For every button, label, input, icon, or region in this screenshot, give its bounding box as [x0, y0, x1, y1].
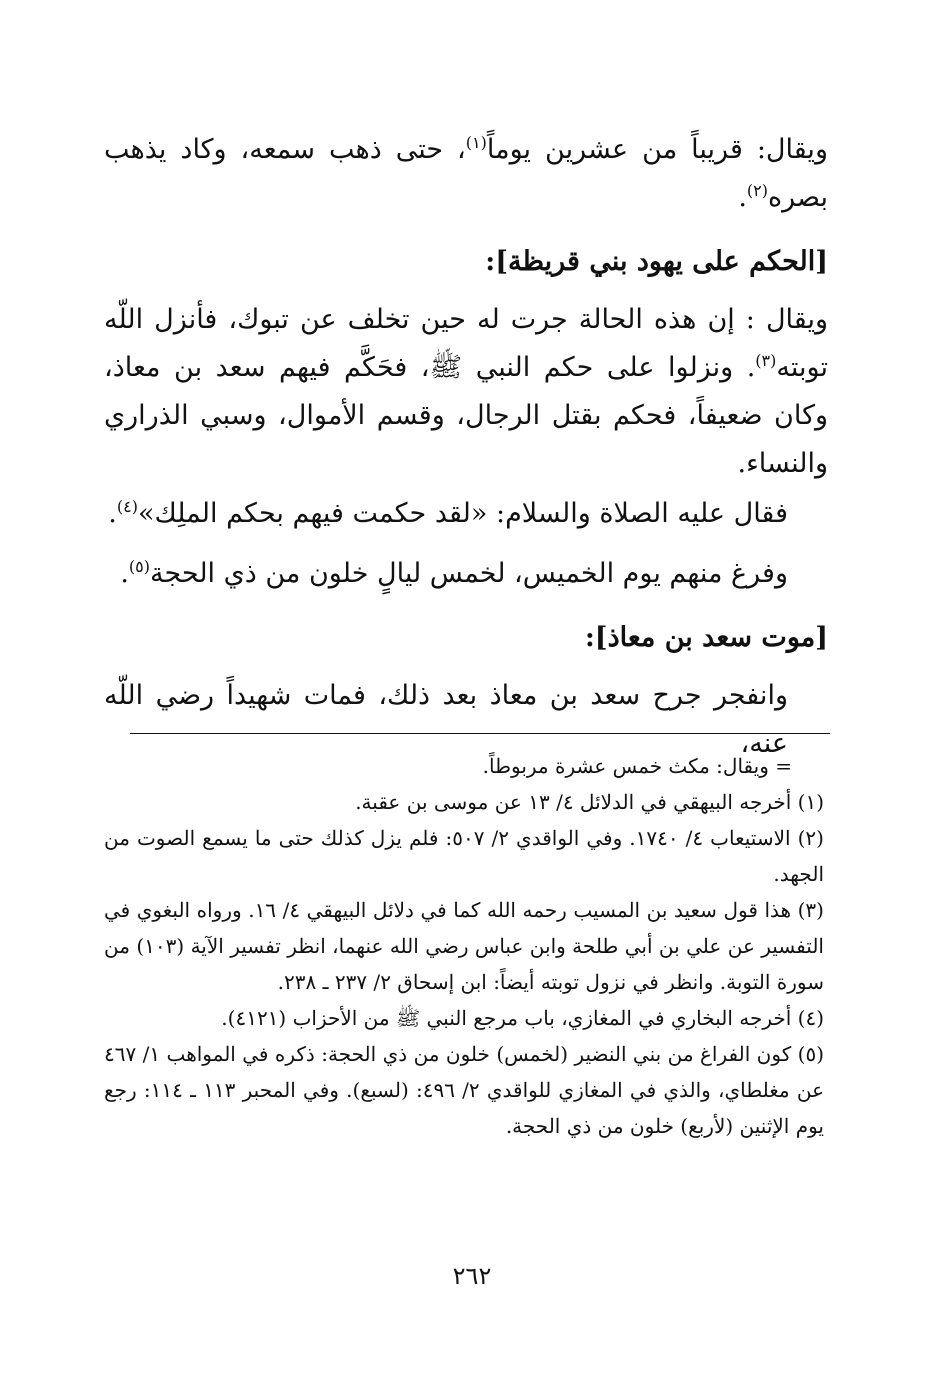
- footnote-continued: = ويقال: مكث خمس عشرة مربوطاً.: [482, 754, 792, 778]
- paragraph-3-end: .: [108, 498, 117, 529]
- paragraph-2: [104, 296, 828, 488]
- footnote-5: (٥) كون الفراغ من بني النضير (لخمس) خلون من ذي الحجة: ذكره في المواهب ١/ ٤٦٧ عن مغلطاي، والذي في المغازي للواقدي ٢/ ٤٩٦: (لسبع). وفي المحبر ١١٣ ـ ١١٤: رجع يوم الإثنين (لأربع) خلون من ذي الحجة.: [104, 1042, 825, 1138]
- section-heading-saad-death: [موت سعد بن معاذ]:: [584, 622, 828, 653]
- paragraph-1-end: .: [738, 182, 747, 213]
- paragraph-3-text: فقال عليه الصلاة والسلام: «لقد حكمت فيهم بحكم الملِك»: [137, 498, 788, 529]
- paragraph-5: وانفجر جرح سعد بن معاذ بعد ذلك، فمات شهيداً رضي اللّه عنه،: [104, 680, 788, 759]
- section-heading-qurayza: [الحكم على يهود بني قريظة]:: [485, 246, 828, 277]
- paragraph-3: [104, 490, 788, 538]
- paragraph-1: [104, 126, 828, 222]
- footnote-ref-5[interactable]: (٥): [128, 557, 150, 576]
- footnote-3: (٣) هذا قول سعيد بن المسيب رحمه الله كما في دلائل البيهقي ٤/ ١٦. ورواه البغوي في التفسير عن علي بن أبي طلحة وابن عباس رضي الله عنهما، انظر تفسير الآية (١٠٣) من سورة التوبة. وانظر في نزول توبته أيضاً: ابن إسحاق ٢/ ٢٣٧ ـ ٢٣٨.: [104, 898, 824, 994]
- footnote-ref-1[interactable]: (١): [465, 133, 487, 152]
- paragraph-2-text-b: . ونزلوا على حكم النبي ﷺ، فحَكَّم فيهم سعد بن معاذ، وكان ضعيفاً، فحكم بقتل الرجال، وقسم الأموال، وسبي الذراري والنساء.: [104, 352, 828, 479]
- footnote-divider: [130, 733, 830, 734]
- footnote-4: (٤) أخرجه البخاري في المغازي، باب مرجع النبي ﷺ من الأحزاب (٤١٢١).: [221, 1006, 824, 1030]
- footnote-ref-3[interactable]: (٣): [755, 351, 777, 370]
- paragraph-4: [104, 550, 788, 598]
- paragraph-1-text-b: ، حتى ذهب سمعه، وكاد يذهب بصره: [104, 134, 828, 213]
- footnote-ref-4[interactable]: (٤): [116, 497, 138, 516]
- paragraph-2-text-a: ويقال : إن هذه الحالة جرت له حين تخلف عن تبوك، فأنزل اللّه توبته: [104, 304, 828, 383]
- footnote-2: (٢) الاستيعاب ٤/ ١٧٤٠. وفي الواقدي ٢/ ٥٠٧: فلم يزل كذلك حتى ما يسمع الصوت من الجهد.: [104, 826, 824, 886]
- footnote-1: (١) أخرجه البيهقي في الدلائل ٤/ ١٣ عن موسى بن عقبة.: [355, 790, 824, 814]
- footnotes: [104, 748, 824, 1144]
- paragraph-4-end: .: [120, 558, 129, 589]
- page-number: ٢٦٢: [452, 1262, 492, 1290]
- footnote-ref-2[interactable]: (٢): [746, 181, 769, 200]
- paragraph-4-text: وفرغ منهم يوم الخميس، لخمس ليالٍ خلون من ذي الحجة: [150, 558, 788, 589]
- paragraph-1-text: ويقال: قريباً من عشرين يوماً: [486, 134, 828, 165]
